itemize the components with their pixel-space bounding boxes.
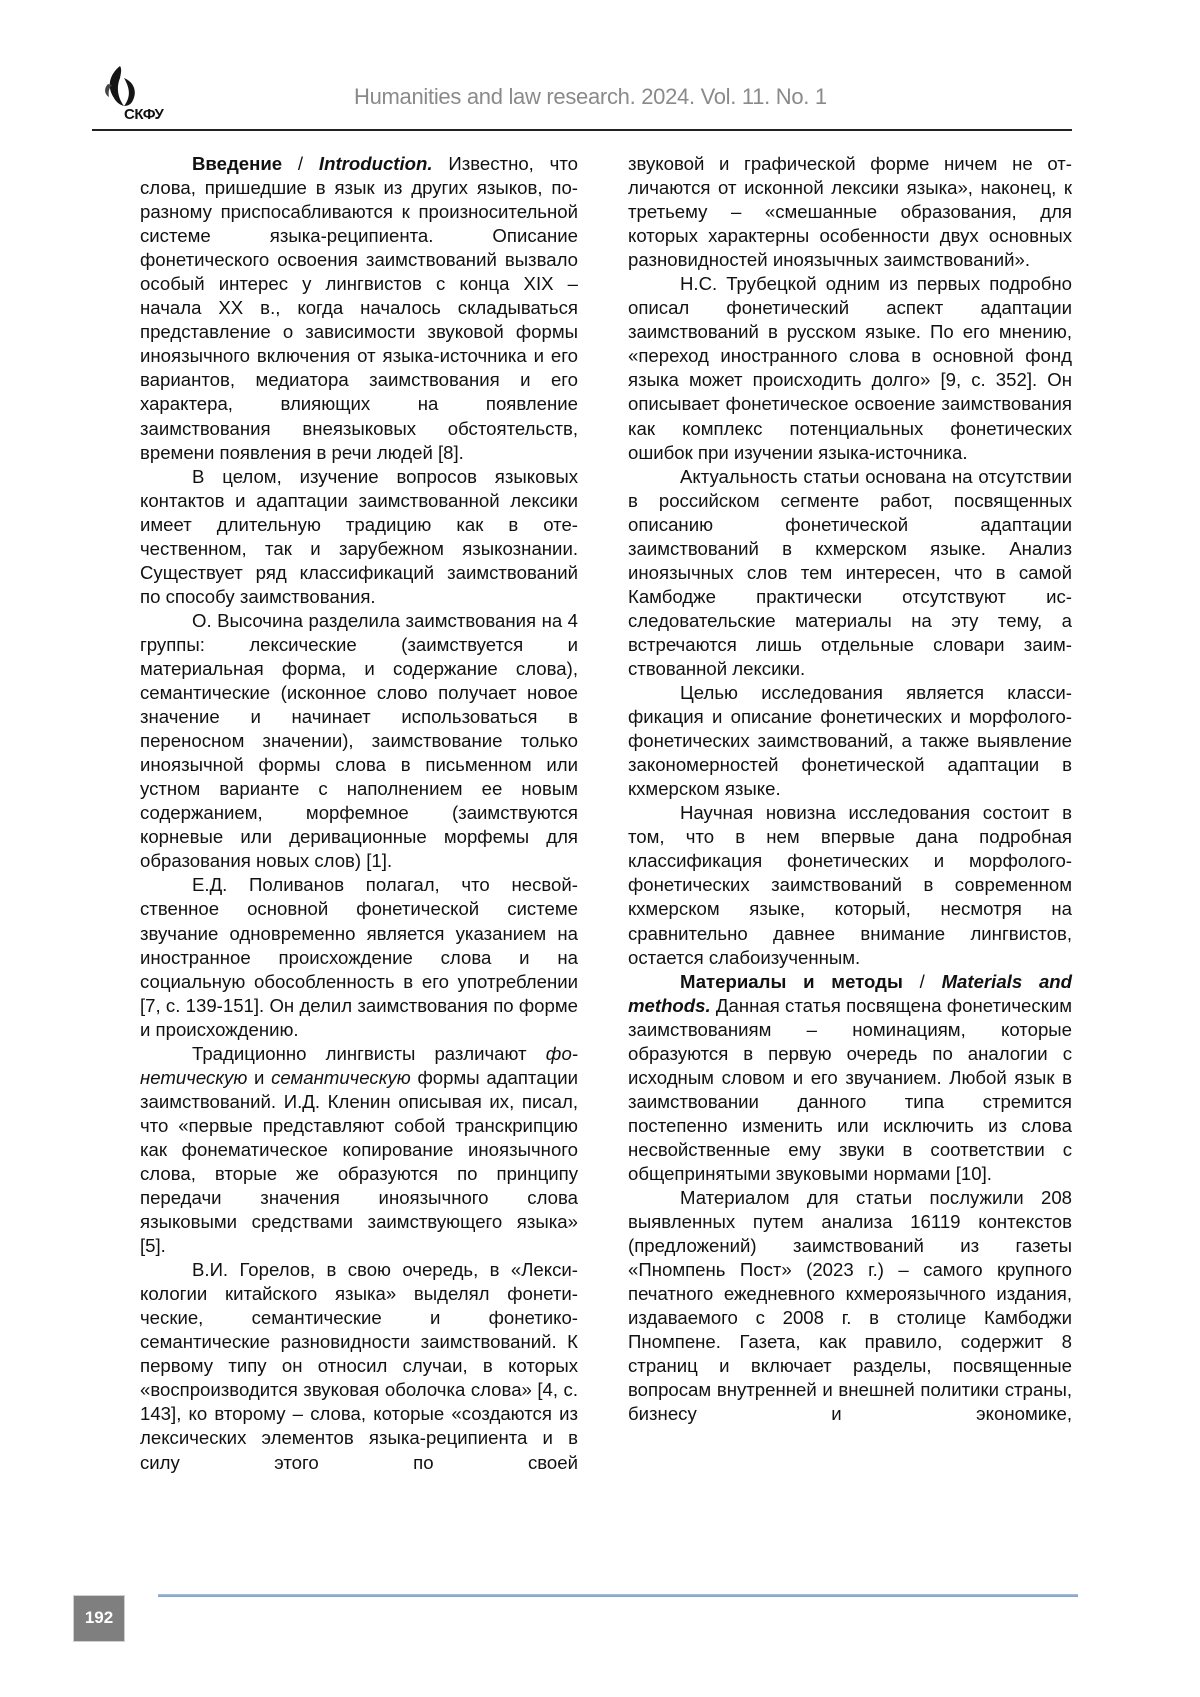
paragraph: Н.С. Трубецкой одним из первых подробно описал фонетический аспект адаптации заимствований в русском языке. По его мнению, «переход иностранного слова в основной фонд языка может происходить долго» [9, с. 352]. Он описывает фонетическое освоение заимствования как комплекс потенциальных фонетических ошибок при изучении языка-источника. [628,273,1072,463]
left-column [140,152,578,1475]
page-header [92,60,1070,132]
paragraph: Научная новизна исследования состоит в том, что в нем впервые дана подробная классификация фонетических и морфолого-фонетических заимствований в современном кхмерском языке, который, несмотря на сравнительно давнее внимание лингвистов, остается слабоизученным. [628,802,1072,968]
text-run: и [247,1066,272,1088]
paragraph: В целом, изучение вопросов языковых контактов и адаптации заимствованной лексики имеет длительную традицию как в отечественном, так и зарубежном языкознании. Существует ряд классификаций заимствований по способу заимствования. [140,465,578,607]
section-heading-ru: Материалы и методы [680,970,903,992]
italic-term: фонетическую [140,1042,578,1088]
footer-divider [158,1594,1078,1597]
paragraph: В.И. Горелов, в свою очередь, в «Лексикологии китайского языка» выделял фонетические, семантические и фонетико-семантические разновидности заимствований. К первому типу он относил случаи, в которых «воспроизводится звуковая оболочка слова» [4, с. 143], ко второму – слова, которые «создаются из лексических элементов языка-реципиента и в силу этого по своей [140,1259,578,1473]
header-divider [92,129,1072,131]
paragraph: Актуальность статьи основана на отсутствии в российском сегменте работ, посвященных описанию фонетической адаптации заимствований в кхмерском языке. Анализ иноязычных слов тем интересен, что в самой Камбодже практически отсутствуют исследовательские материалы на эту тему, а встречаются лишь отдельные словари заимствованной лексики. [628,465,1072,679]
paragraph: Целью исследования является классификация и описание фонетических и морфолого-фонетических заимствований, а также выявление закономерностей фонетической адаптации в кхмерском языке. [628,682,1072,800]
section-heading-en: Materials and methods. [628,970,1073,1016]
paragraph-text: Известно, что слова, пришедшие в язык из других языков, по-разному приспосабливаются к произносительной системе языка-реципиента. Описание фонетического освоения заимствований вызвало особый интерес у лингвистов с конца XIX – начала XX в., когда началось складываться представление о зависимости звуковой формы иноязычного включения от языка-источника и его вариантов, медиатора заимствования и его характера, влияющих на появление заимствования внеязыковых обстоятельств, времени появления в речи людей [8]. [140,153,578,463]
paragraph: Материалом для статьи послужили 208 выявленных путем анализа 16119 контекстов (предложений) заимствований из газеты «Пномпень Пост» (2023 г.) – самого крупного печатного ежедневного кхмероязычного издания, издаваемого с 2008 г. в столице Камбоджи Пномпене. Газета, как правило, содержит 8 страниц и включает разделы, посвященные вопросам внутренней и внешней политики страны, бизнесу и экономике, [628,1187,1072,1425]
wing-logo-icon [100,64,150,108]
journal-title: Humanities and law research. 2024. Vol. 11. No. 1 [354,84,827,109]
paragraph-continued: звуковой и графической форме ничем не отличаются от исконной лексики языка», наконец, к третьему – «смешанные образования, для которых характерны особенности двух основных разновидностей иноязычных заимствований». [628,153,1072,271]
paragraph [140,1042,578,1258]
logo-text: СКФУ [124,106,164,123]
heading-separator: / [902,970,942,992]
right-column [628,152,1072,1426]
paragraph: О. Высочина разделила заимствования на 4 группы: лексические (заимствуется и материальная форма, и содержание слова), семантические (исконное слово получает новое значение и начинает использоваться в переносном значении), заимствование только иноязычной формы слова в письменном или устном варианте с наполнением ее новым содержанием, морфемное (заимствуются корневые или деривационные морфемы для образования новых слов) [1]. [140,609,578,872]
section-heading-ru: Введение [192,153,283,174]
page-number: 192 [73,1595,125,1642]
paragraph-materials-methods [628,970,1072,1186]
paragraph: Е.Д. Поливанов полагал, что несвойственное основной фонетической системе звучание одновременно является указанием на иностранное происхождение слова и на социальную обособленность в его употреблении [7, с. 139-151]. Он делил заимствования по форме и происхождению. [140,874,578,1040]
text-run: формы адаптации заимствований. И.Д. Кленин описывая их, писал, что «первые представляют собой транскрипцию как фонематическое копирование иноязычного слова, вторые же образуются по принципу передачи значения иноязычного слова языковыми средствами заимствующего языка» [5]. [140,1066,578,1257]
section-heading-en: Introduction. [318,153,433,174]
heading-separator: / [282,153,319,174]
italic-term: семантическую [271,1066,411,1088]
paragraph-text: Данная статья посвящена фонетическим заимствованиям – номинациям, которые образуются в первую очередь по аналогии с исходным словом и его звучанием. Любой язык в заимствовании данного типа стремится постепенно изменить или исключить из слова несвойственные ему звуки в соответствии с общепринятыми звуковыми нормами [10]. [628,994,1072,1184]
paragraph-introduction [140,152,578,465]
university-logo [92,60,182,130]
text-run: Традиционно лингвисты различают [192,1042,546,1064]
